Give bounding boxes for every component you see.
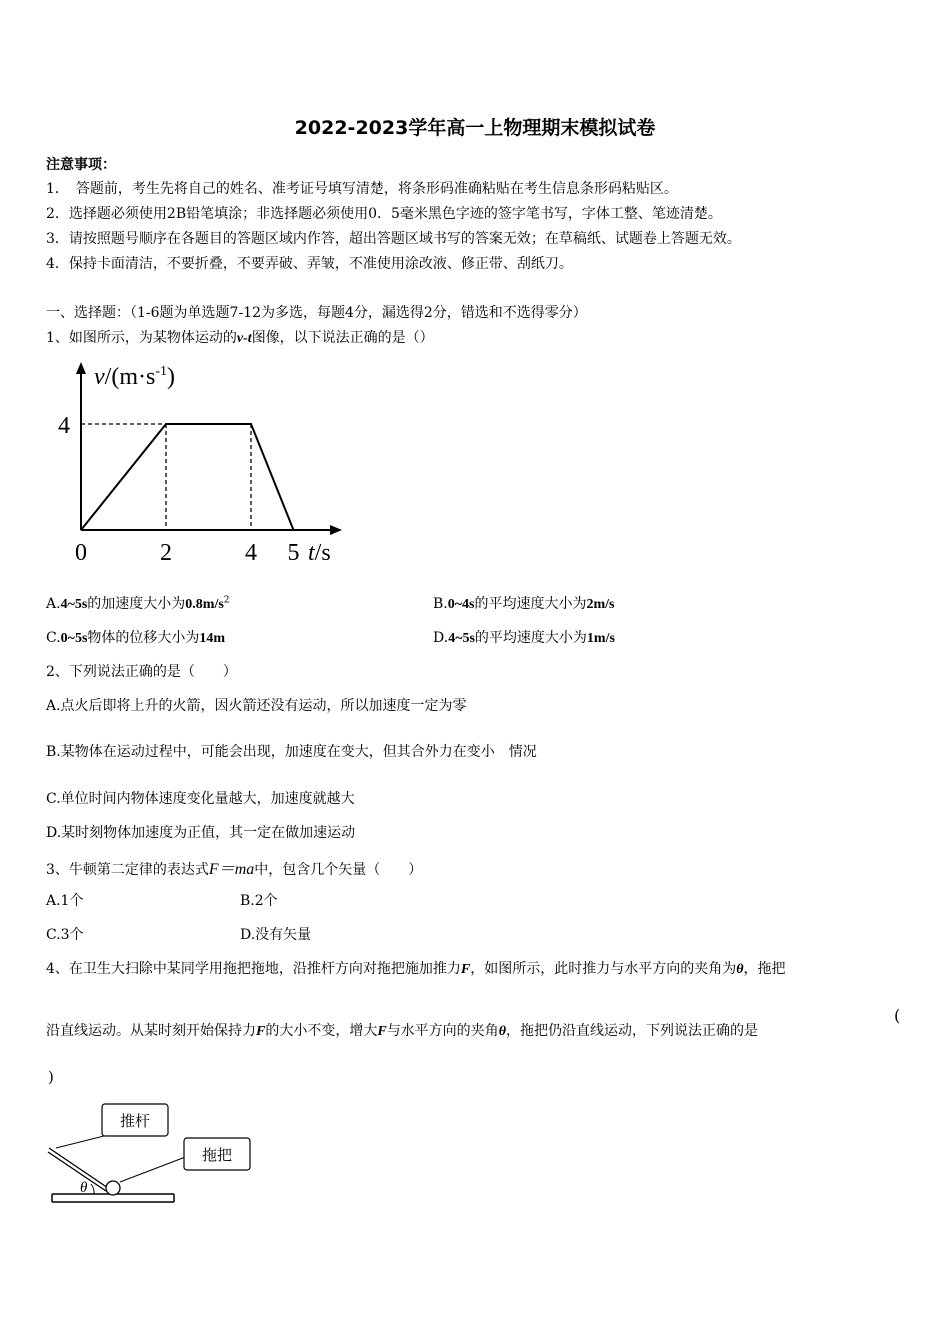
q3-option-a[interactable]: A.1个 [46,893,84,909]
q4-open-paren: ( [894,1006,901,1025]
q1-a-val: 0.8m/s [185,597,224,612]
q1-stem-vt: v-t [236,331,252,346]
velocity-line [81,424,294,530]
mop-callout-pointer [120,1156,188,1182]
angle-arc [91,1184,94,1194]
q1-c-prefix: C. [46,630,61,646]
velocity-series [81,424,294,530]
q3-option-c[interactable]: C.3个 [46,927,84,943]
angle-label: θ [80,1180,88,1196]
q4-l1-c: ，拖把 [743,961,786,977]
q2-option-b[interactable]: B.某物体在运动过程中，可能会出现，加速度在变大，但其合外力在变小 情况 [46,744,537,760]
q4-l2-c: 与水平方向的夹角 [386,1023,499,1039]
notice-item-4: 4．保持卡面清洁，不要折叠，不要弄破、弄皱，不准使用涂改液、修正带、刮纸刀。 [46,256,573,272]
q4-l2-a: 沿直线运动。从某时刻开始保持力 [46,1023,256,1039]
notice-heading: 注意事项： [46,157,116,173]
q1-b-prefix: B. [433,596,448,612]
q1-d-val: 1m/s [586,631,615,646]
push-rod-lower [48,1152,106,1191]
q4-l2-F2: F [377,1024,387,1039]
q3-option-b[interactable]: B.2个 [240,893,278,909]
y-axis-arrow [76,362,86,374]
q1-a-text: 的加速度大小为 [87,596,186,612]
q2-stem: 2、下列说法正确的是（ ） [46,664,237,680]
q3-option-d[interactable]: D.没有矢量 [240,927,312,943]
q4-l2-b: 的大小不变，增大 [265,1023,378,1039]
notice-item-3: 3．请按照题号顺序在各题目的答题区域内作答，超出答题区域书写的答案无效；在草稿纸、试题卷上答题无效。 [46,231,741,247]
x-axis-arrow [330,525,342,535]
q2-option-d[interactable]: D.某时刻物体加速度为正值，其一定在做加速运动 [46,825,356,841]
q1-option-a[interactable] [46,593,230,613]
q3-formula: F＝ma [208,861,255,878]
y-label-unit: /(m·s [104,364,156,390]
q1-d-text: 的平均速度大小为 [474,630,587,646]
x-tick-0: 0 [75,540,87,566]
q4-l1-F: F [460,962,471,977]
q4-l2-d: ，拖把仍沿直线运动，下列说法正确的是 [505,1023,758,1039]
mop-figure [44,1100,259,1210]
q4-l2-theta: θ [498,1024,506,1039]
notice-item-1: 1． 答题前，考生先将自己的姓名、准考证号填写清楚，将条形码准确粘贴在考生信息条形码粘贴区。 [46,181,678,197]
x-tick-4: 4 [245,540,257,566]
q4-stem-line2 [46,1020,758,1040]
q1-d-num: 4~5s [448,631,475,646]
q4-stem-line1 [46,958,786,978]
x-axis-label [308,540,331,566]
q3-stem [46,856,422,879]
x-label-t: t [308,540,315,566]
mop-head [106,1181,120,1195]
q1-stem-b: 图像，以下说法正确的是（） [251,330,434,346]
q3-stem-a: 3、牛顿第二定律的表达式 [46,862,209,878]
x-tick-5: 5 [287,540,300,566]
q1-b-num: 0~4s [447,597,475,612]
q1-c-num: 0~5s [60,631,88,646]
push-rod-upper [49,1148,108,1188]
q1-a-sup: 2 [223,595,230,606]
q4-l1-a: 4、在卫生大扫除中某同学用拖把拖地，沿推杆方向对拖把施加推力 [46,961,461,977]
q1-stem [46,327,434,347]
y-axis-label [94,364,175,390]
x-tick-2: 2 [160,540,172,566]
notice-item-2: 2．选择题必须使用2B铅笔填涂；非选择题必须使用0．5毫米黑色字迹的签字笔书写，字体工整、笔迹清楚。 [46,206,722,222]
vt-graph [50,356,350,571]
q1-c-text: 物体的位移大小为 [87,630,200,646]
q1-c-val: 14m [199,631,226,646]
y-label-v: v [94,364,105,390]
x-tick-labels [75,540,300,566]
page-title: 2022-2023学年高一上物理期末模拟试卷 [294,117,656,139]
q1-a-num: 4~5s [60,597,88,612]
y-tick-4: 4 [58,413,70,439]
q2-option-c[interactable]: C.单位时间内物体速度变化量越大，加速度就越大 [46,791,355,807]
q1-a-prefix: A. [46,596,61,612]
q1-option-d[interactable] [433,627,615,647]
q1-stem-a: 1、如图所示，为某物体运动的 [46,330,237,346]
rod-callout-label: 推杆 [119,1114,151,1130]
q1-d-prefix: D. [433,630,449,646]
q1-b-text: 的平均速度大小为 [474,596,587,612]
q4-l1-b: ，如图所示，此时推力与水平方向的夹角为 [470,961,737,977]
guide-lines [81,424,251,530]
q1-b-val: 2m/s [586,597,615,612]
rod-callout-pointer [56,1124,104,1148]
y-label-exp: -1 [155,364,167,379]
mop-callout-label: 拖把 [201,1148,233,1164]
q4-close-paren: ) [48,1068,54,1086]
q1-option-c[interactable] [46,627,225,647]
q1-option-b[interactable] [433,593,614,613]
q4-l2-F1: F [256,1024,266,1039]
q3-stem-b: 中，包含几个矢量（ ） [254,862,423,878]
x-label-unit: /s [314,540,331,566]
section-heading: 一、选择题：（1-6题为单选题7-12为多选，每题4分，漏选得2分，错选和不选得零分） [46,305,587,321]
q2-option-a[interactable]: A.点火后即将上升的火箭，因火箭还没有运动，所以加速度一定为零 [46,698,467,714]
q4-l1-theta: θ [736,962,744,977]
y-label-close: ) [167,364,175,390]
